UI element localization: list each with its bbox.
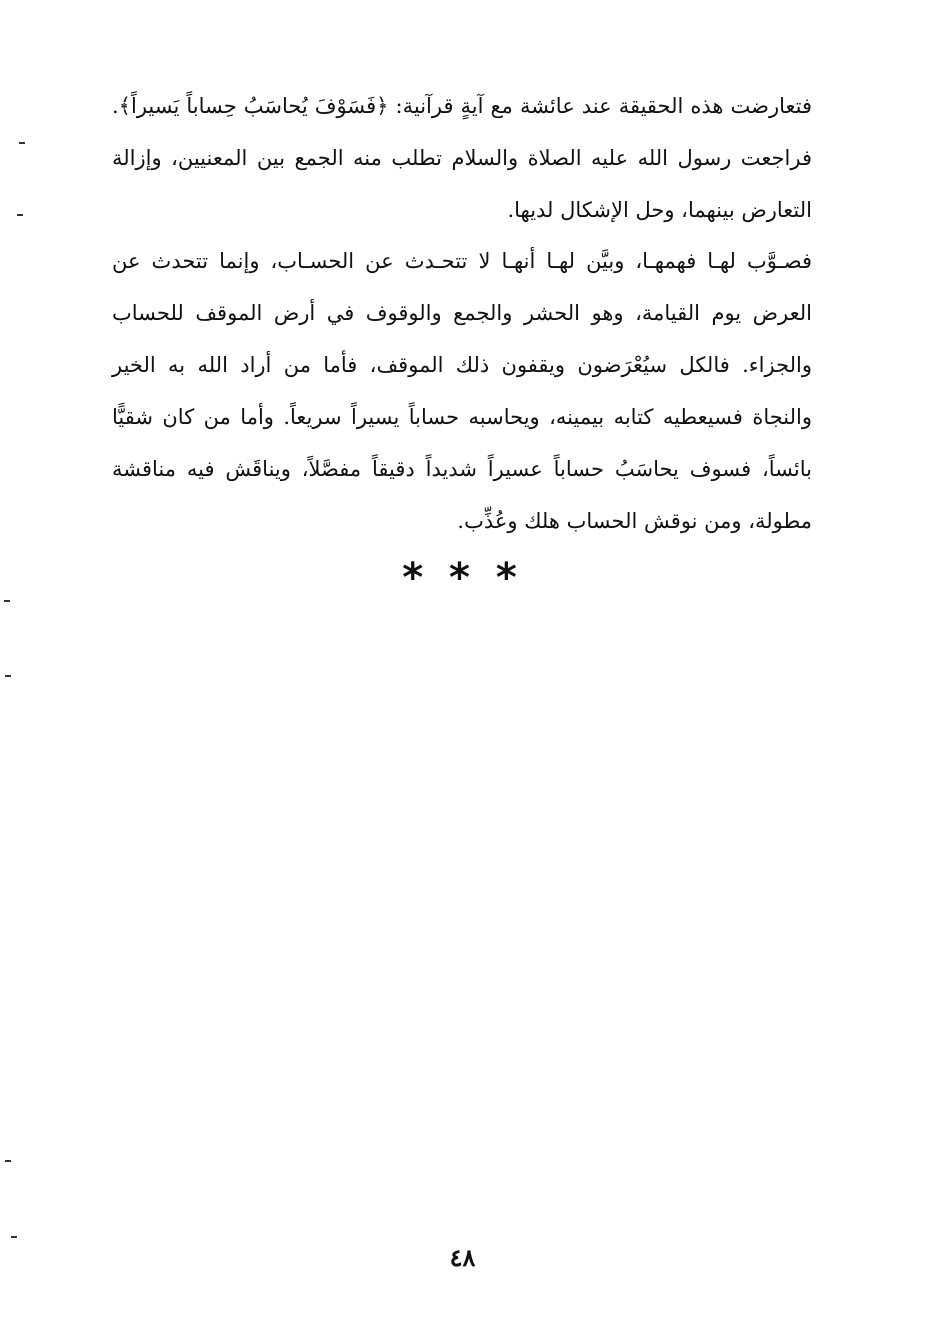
paragraph-1: فتعارضت هذه الحقيقة عند عائشة مع آيةٍ قرآنية: ﴿فَسَوْفَ يُحاسَبُ حِساباً يَسيراً﴾. فراجعت رسول الله عليه الصلاة والسلام تطلب منه الجمع بين المعنيين، وإزالة التعارض بينهما، وحل الإشكال لديها. <box>112 94 812 222</box>
scan-margin-mark <box>4 600 10 602</box>
scan-margin-mark <box>11 1236 17 1238</box>
scan-margin-mark <box>5 1160 11 1162</box>
paragraph-2: فصـوَّب لهـا فهمهـا، وبيَّن لهـا أنهـا لا تتحـدث عن الحسـاب، وإنما تتحدث عن العرض يوم القيامة، وهو الحشر والجمع والوقوف في أرض الموقف للحساب والجزاء. فالكل سيُعْرَضون ويقفون ذلك الموقف، فأما من أراد الله به الخير والنجاة فسيعطيه كتابه بيمينه، ويحاسبه حساباً يسيراً سريعاً. وأما من كان شقيًّا بائساً، فسوف يحاسَبُ حساباً عسيراً شديداً دقيقاً مفصَّلاً، ويناقَش فيه مناقشة مطولة، ومن نوقش الحساب هلك وعُذِّب. <box>112 249 812 533</box>
section-separator: * * * <box>402 555 523 601</box>
scan-margin-mark <box>5 675 11 677</box>
page-number: ٤٨ <box>449 1243 476 1272</box>
scan-margin-mark <box>19 142 25 144</box>
scan-margin-mark <box>17 214 23 216</box>
